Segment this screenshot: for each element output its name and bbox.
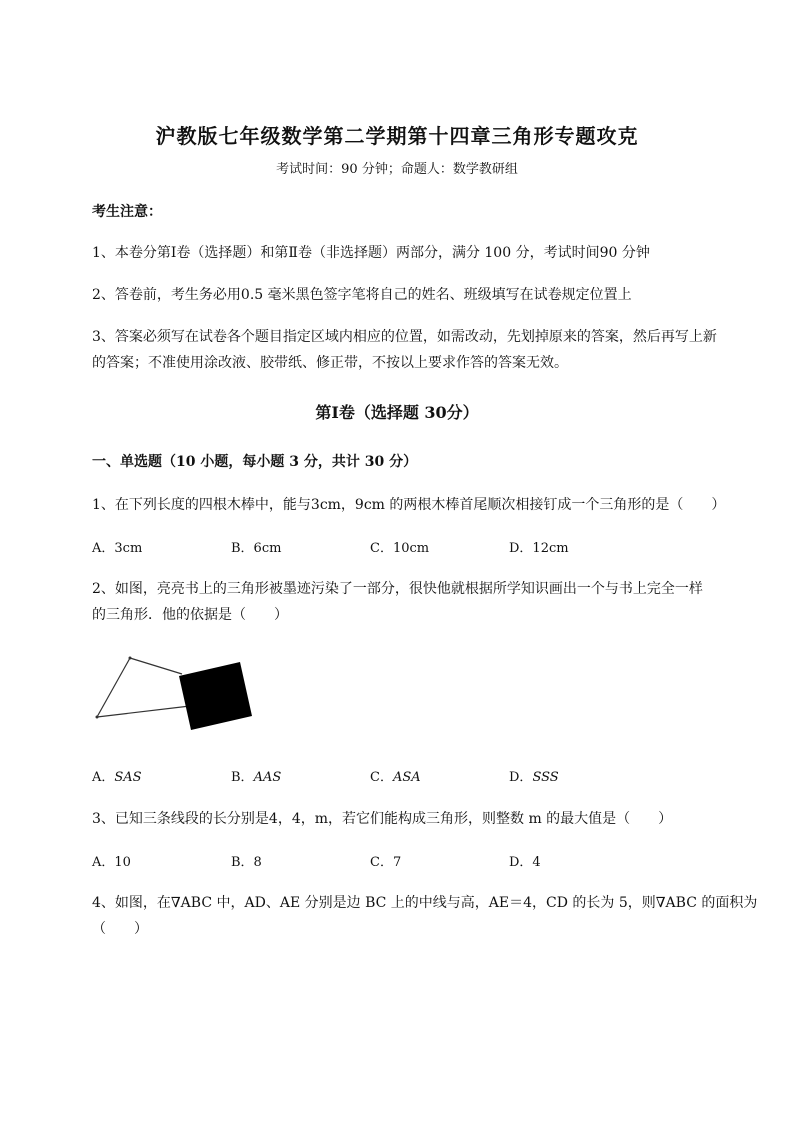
q3-option-a: A．10 [92,855,131,870]
q2-option-d: D．SSS [509,770,559,785]
q2-option-c: C．ASA [370,770,421,785]
section-title: 第Ⅰ卷（选择题 30分） [315,403,479,422]
triangle-side [97,706,190,717]
triangle-side [97,658,130,717]
q2-option-b: B．AAS [231,770,282,785]
page-title: 沪教版七年级数学第二学期第十四章三角形专题攻克 [155,124,639,148]
question-2-stem: 的三角形．他的依据是（ ） [92,607,288,623]
question-1-stem: 1、在下列长度的四根木棒中，能与3cm，9cm 的两根木棒首尾顺次相接钉成一个三角形的是（ ） [92,497,726,513]
q2-option-a: A．SAS [92,770,142,785]
triangle-side [130,658,182,674]
part-heading: 一、单选题（10 小题，每小题 3 分，共计 30 分） [92,454,418,470]
question-4-stem: （ ） [92,921,148,937]
q1-option-d: D．12cm [509,541,569,556]
question-4-stem: 4、如图，在∇ABC 中，AD、AE 分别是边 BC 上的中线与高，AE＝4，CD 的长为 5，则∇ABC 的面积为 [92,895,758,911]
q3-option-d: D．4 [509,855,541,870]
q1-option-b: B．6cm [231,541,282,556]
ink-stain [179,662,252,730]
notice-item: 3、答案必须写在试卷各个题目指定区域内相应的位置，如需改动，先划掉原来的答案，然后再写上新 [92,329,717,345]
vertex-dot [129,657,132,660]
notice-item: 2、答卷前，考生务必用0.5 毫米黑色签字笔将自己的姓名、班级填写在试卷规定位置上 [92,287,632,303]
q1-option-a: A．3cm [92,541,143,556]
question-3-stem: 3、已知三条线段的长分别是4，4，m，若它们能构成三角形，则整数 m 的最大值是（ ） [92,811,673,827]
vertex-dot [96,716,99,719]
q3-option-b: B．8 [231,855,262,870]
ink-stained-triangle-figure [90,650,260,735]
question-2-stem: 2、如图，亮亮书上的三角形被墨迹污染了一部分，很快他就根据所学知识画出一个与书上完全一样 [92,581,703,597]
q1-option-c: C．10cm [370,541,430,556]
exam-info: 考试时间：90 分钟；命题人：数学教研组 [276,162,518,177]
notice-item: 1、本卷分第Ⅰ卷（选择题）和第Ⅱ卷（非选择题）两部分，满分 100 分，考试时间90 分钟 [92,245,650,261]
notice-item: 的答案；不准使用涂改液、胶带纸、修正带，不按以上要求作答的答案无效。 [92,355,568,371]
q3-option-c: C．7 [370,855,402,870]
notice-heading: 考生注意： [92,204,162,220]
